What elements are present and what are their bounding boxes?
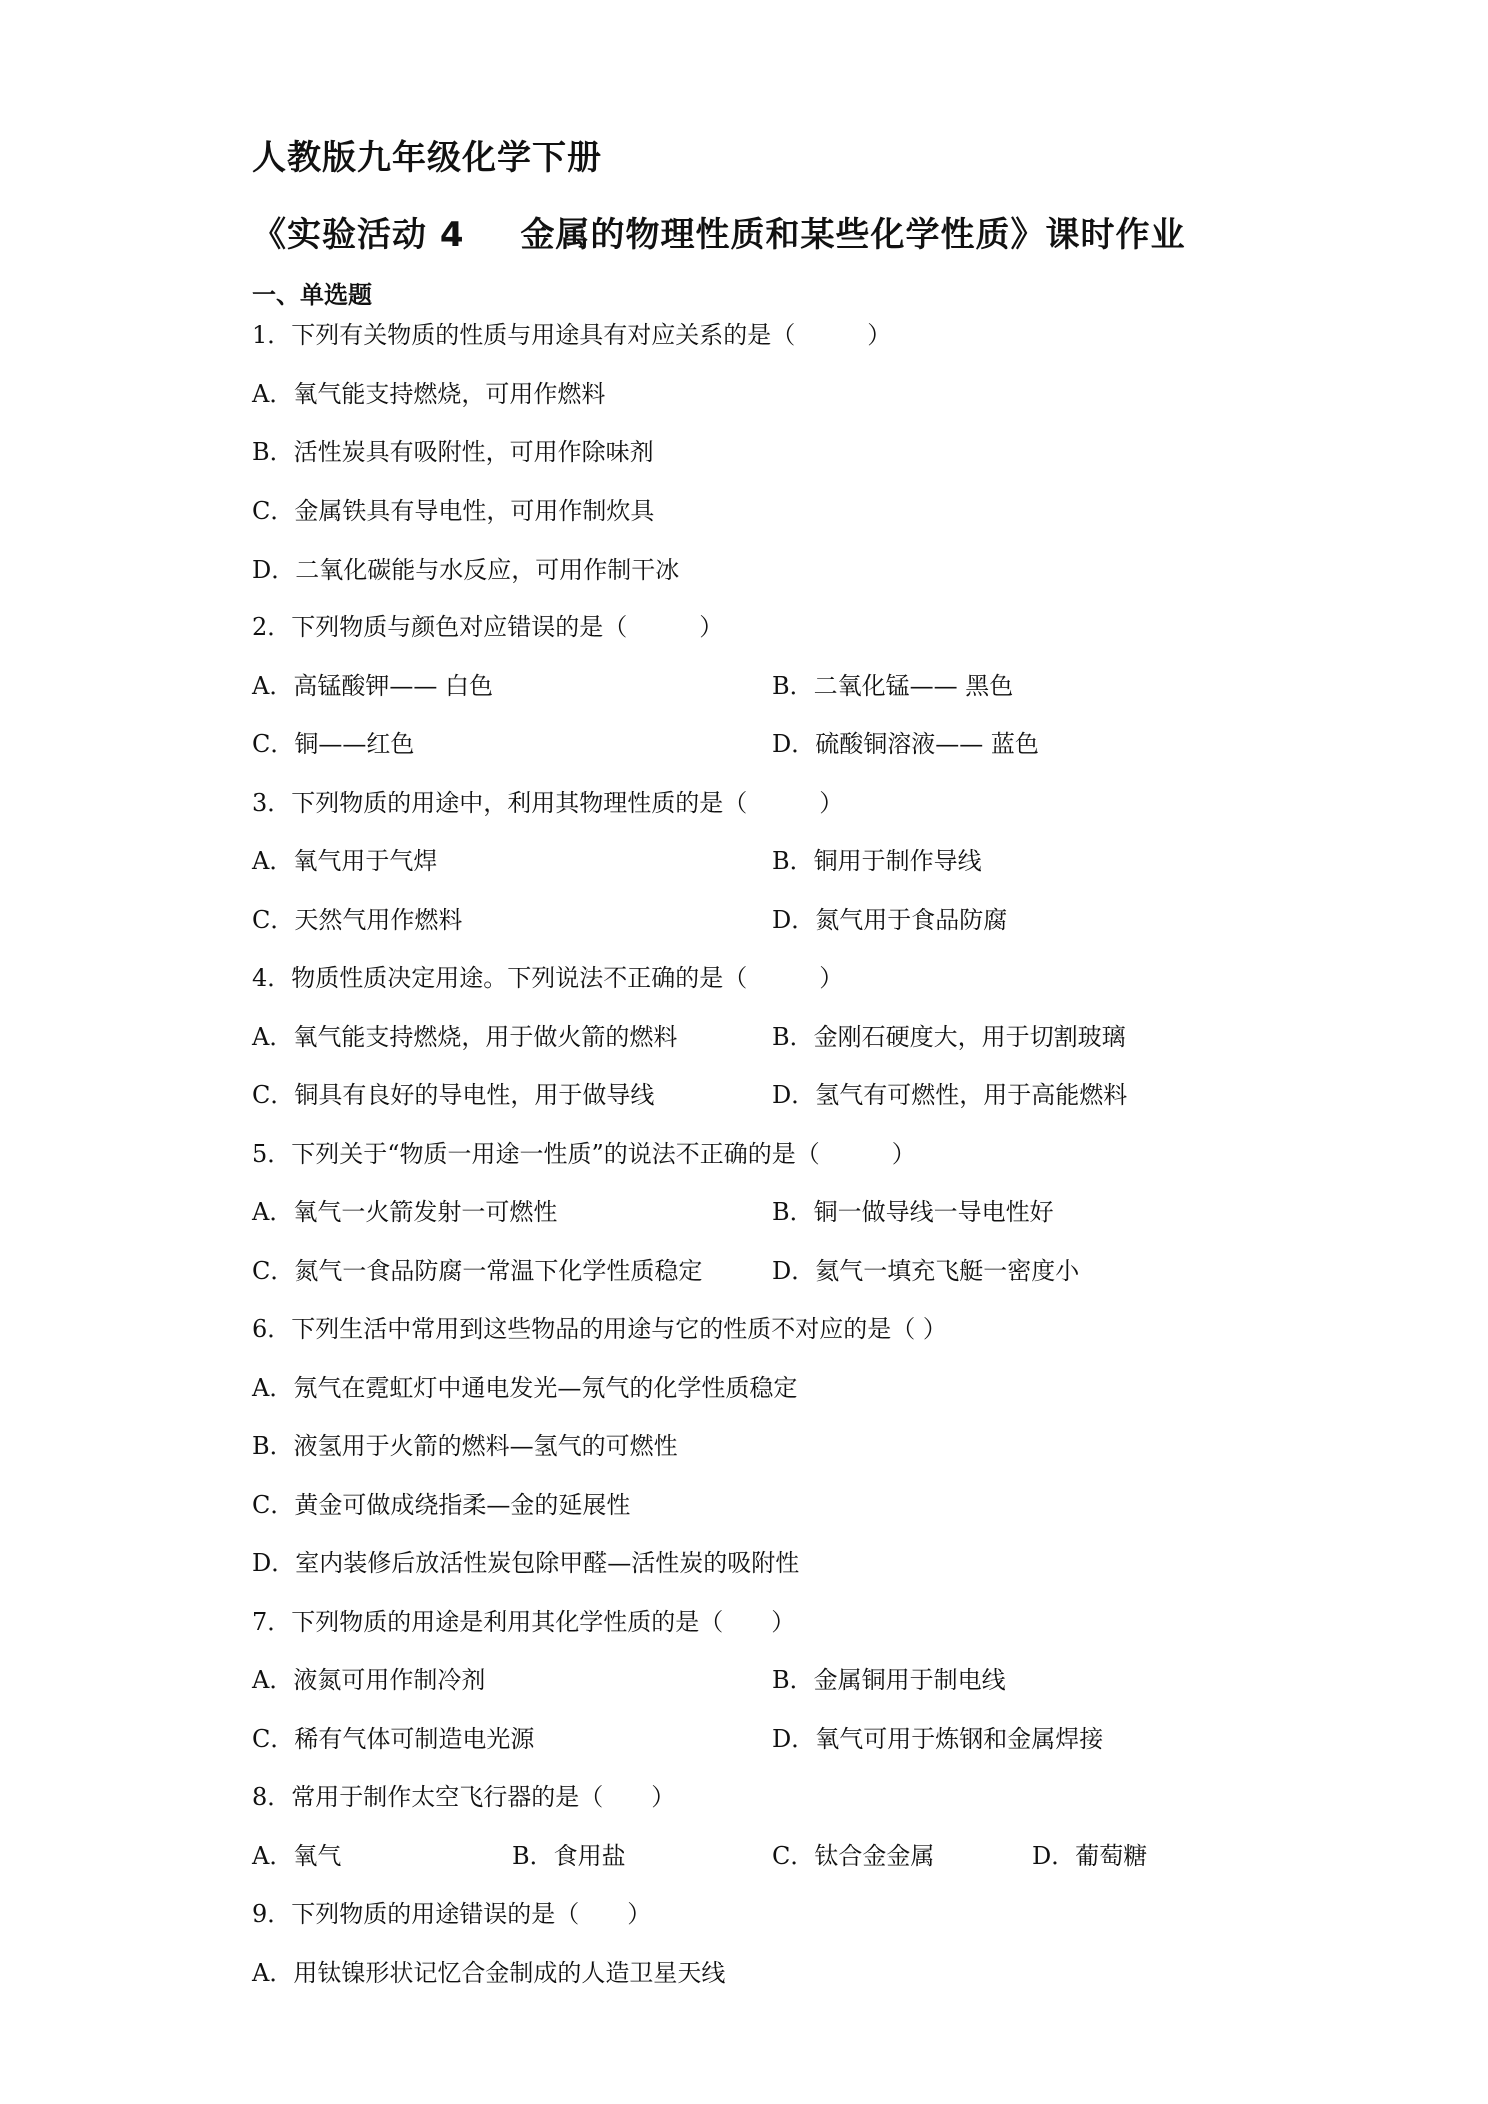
option-a: A．液氮可用作制冷剂	[252, 1666, 486, 1694]
option-a: A．用钛镍形状记忆合金制成的人造卫星天线	[252, 1959, 726, 1987]
option-a: A．高锰酸钾—— 白色	[252, 672, 493, 700]
option-c: C．钛合金金属	[772, 1842, 935, 1870]
option-c: C．铜具有良好的导电性，用于做导线	[252, 1081, 655, 1109]
option-c: C．氮气一食品防腐一常温下化学性质稳定	[252, 1257, 703, 1285]
option-b: B．金属铜用于制电线	[772, 1666, 1006, 1694]
question-stem: 6．下列生活中常用到这些物品的用途与它的性质不对应的是（ ）	[252, 1315, 947, 1343]
option-d: D．氮气用于食品防腐	[772, 906, 1008, 934]
question-stem: 7．下列物质的用途是利用其化学性质的是（ ）	[252, 1608, 796, 1636]
option-b: B．液氢用于火箭的燃料—氢气的可燃性	[252, 1432, 678, 1460]
option-d: D．氧气可用于炼钢和金属焊接	[772, 1725, 1104, 1753]
option-c: C．黄金可做成绕指柔—金的延展性	[252, 1491, 631, 1519]
option-d: D．葡萄糖	[1032, 1842, 1148, 1870]
question-stem: 2．下列物质与颜色对应错误的是（ ）	[252, 613, 724, 641]
option-a: A．氧气能支持燃烧，用于做火箭的燃料	[252, 1023, 678, 1051]
option-d: D．氦气一填充飞艇一密度小	[772, 1257, 1080, 1285]
option-b: B．食用盐	[512, 1842, 626, 1870]
document-subtitle	[252, 207, 1186, 256]
question-stem: 4．物质性质决定用途。下列说法不正确的是（ ）	[252, 964, 844, 992]
option-b: B．金刚石硬度大，用于切割玻璃	[772, 1023, 1126, 1051]
option-b: B．活性炭具有吸附性，可用作除味剂	[252, 438, 654, 466]
option-d: D．氢气有可燃性，用于高能燃料	[772, 1081, 1128, 1109]
option-b: B．铜用于制作导线	[772, 847, 982, 875]
option-b: B．铜一做导线一导电性好	[772, 1198, 1054, 1226]
option-d: D．硫酸铜溶液—— 蓝色	[772, 730, 1039, 758]
question-stem: 5．下列关于“物质一用途一性质”的说法不正确的是（ ）	[252, 1140, 916, 1168]
option-c: C．铜——红色	[252, 730, 415, 758]
option-b: B．二氧化锰—— 黑色	[772, 672, 1014, 700]
option-a: A．氧气用于气焊	[252, 847, 438, 875]
subtitle-part-1: 《实验活动 4	[252, 215, 465, 255]
question-stem: 3．下列物质的用途中，利用其物理性质的是（ ）	[252, 789, 844, 817]
question-stem: 9．下列物质的用途错误的是（ ）	[252, 1900, 652, 1928]
question-stem: 1．下列有关物质的性质与用途具有对应关系的是（ ）	[252, 321, 892, 349]
document-title: 人教版九年级化学下册	[252, 138, 602, 178]
question-stem: 8．常用于制作太空飞行器的是（ ）	[252, 1783, 676, 1811]
option-a: A．氖气在霓虹灯中通电发光—氖气的化学性质稳定	[252, 1374, 798, 1402]
section-heading: 一、单选题	[252, 281, 372, 309]
option-c: C．天然气用作燃料	[252, 906, 463, 934]
option-a: A．氧气	[252, 1842, 342, 1870]
option-d: D．二氧化碳能与水反应，可用作制干冰	[252, 556, 680, 584]
subtitle-part-2: 金属的物理性质和某些化学性质》课时作业	[520, 215, 1186, 255]
option-d: D．室内装修后放活性炭包除甲醛—活性炭的吸附性	[252, 1549, 800, 1577]
option-a: A．氧气一火箭发射一可燃性	[252, 1198, 558, 1226]
option-c: C．金属铁具有导电性，可用作制炊具	[252, 497, 655, 525]
option-a: A．氧气能支持燃烧，可用作燃料	[252, 380, 606, 408]
option-c: C．稀有气体可制造电光源	[252, 1725, 535, 1753]
